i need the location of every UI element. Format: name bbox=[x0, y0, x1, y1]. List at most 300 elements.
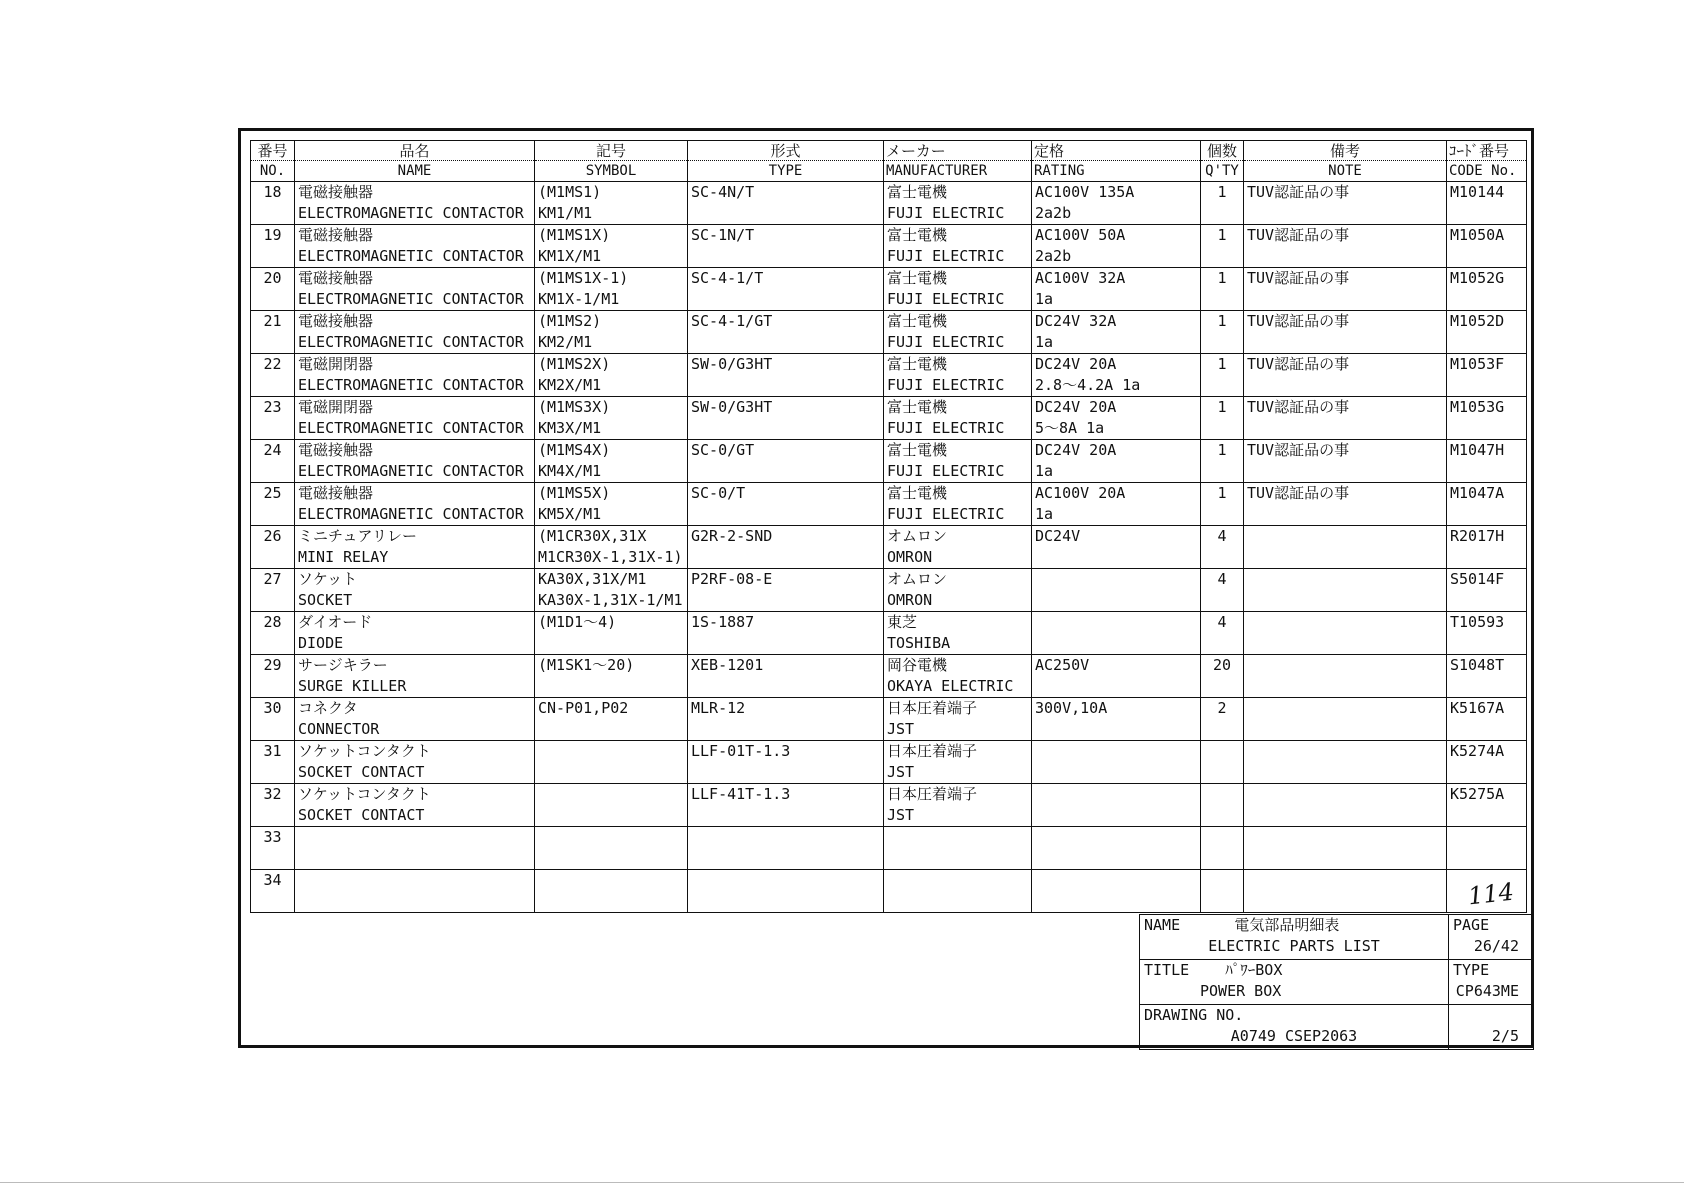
table-row bbox=[251, 526, 1527, 569]
part-note-text bbox=[1247, 698, 1443, 719]
title-label: TITLE bbox=[1144, 961, 1190, 979]
part-symbol-text: KM5X/M1 bbox=[538, 505, 602, 523]
part-manufacturer-text bbox=[887, 891, 1028, 912]
part-manufacturer-text: 富士電機 bbox=[887, 398, 948, 416]
part-name bbox=[295, 311, 535, 354]
part-manufacturer bbox=[884, 526, 1032, 569]
part-symbol-text: KM1/M1 bbox=[538, 204, 593, 222]
part-rating bbox=[1032, 225, 1201, 268]
title-jp: ﾊﾟﾜｰBOX bbox=[1225, 961, 1283, 979]
part-manufacturer bbox=[884, 440, 1032, 483]
part-manufacturer-text: JST bbox=[887, 720, 915, 738]
part-symbol-text bbox=[538, 633, 684, 654]
table-row bbox=[251, 612, 1527, 655]
row-number bbox=[251, 354, 295, 397]
title-en: POWER BOX bbox=[1200, 982, 1282, 1000]
part-name-text: ELECTROMAGNETIC CONTACTOR bbox=[298, 204, 524, 222]
part-type-text: LLF-01T-1.3 bbox=[691, 742, 791, 760]
part-symbol bbox=[535, 397, 688, 440]
part-manufacturer-text: 富士電機 bbox=[887, 226, 948, 244]
header-qty: 個数 Q'TY bbox=[1201, 141, 1244, 182]
part-name-text: 電磁開閉器 bbox=[298, 355, 374, 373]
part-name-text: サージキラー bbox=[298, 656, 388, 674]
row-number bbox=[251, 182, 295, 225]
part-qty bbox=[1201, 827, 1244, 870]
part-code-text: M1052G bbox=[1450, 269, 1505, 287]
part-manufacturer-text: JST bbox=[887, 763, 915, 781]
part-type bbox=[688, 827, 884, 870]
part-name-text: 電磁接触器 bbox=[298, 269, 374, 287]
part-name bbox=[295, 569, 535, 612]
part-note bbox=[1244, 483, 1447, 526]
table-row bbox=[251, 397, 1527, 440]
part-manufacturer bbox=[884, 225, 1032, 268]
part-code bbox=[1447, 311, 1527, 354]
part-name bbox=[295, 182, 535, 225]
part-symbol bbox=[535, 784, 688, 827]
part-manufacturer-text: 富士電機 bbox=[887, 269, 948, 287]
part-rating-text: AC250V bbox=[1035, 656, 1090, 674]
row-number bbox=[251, 612, 295, 655]
part-manufacturer-text bbox=[887, 870, 1028, 891]
part-symbol-text: KA30X-1,31X-1/M1 bbox=[538, 591, 683, 609]
part-name-text: 電磁接触器 bbox=[298, 312, 374, 330]
part-rating-text bbox=[1035, 848, 1197, 869]
row-number bbox=[251, 655, 295, 698]
part-type bbox=[688, 440, 884, 483]
part-name bbox=[295, 698, 535, 741]
part-manufacturer-text: FUJI ELECTRIC bbox=[887, 505, 1005, 523]
part-note bbox=[1244, 827, 1447, 870]
part-symbol-text: (M1D1～4) bbox=[538, 613, 617, 631]
part-manufacturer bbox=[884, 354, 1032, 397]
part-code-text: S1048T bbox=[1450, 656, 1505, 674]
row-number-text: 18 bbox=[263, 183, 282, 201]
part-rating bbox=[1032, 182, 1201, 225]
part-symbol-text: (M1MS1) bbox=[538, 183, 602, 201]
part-manufacturer-text: FUJI ELECTRIC bbox=[887, 376, 1005, 394]
part-note-text: TUV認証品の事 bbox=[1247, 355, 1350, 373]
part-rating-text bbox=[1035, 569, 1197, 590]
part-symbol bbox=[535, 354, 688, 397]
part-rating-text bbox=[1035, 612, 1197, 633]
part-type-text bbox=[691, 870, 880, 891]
part-rating-text: 300V,10A bbox=[1035, 699, 1108, 717]
part-name-text: ソケット bbox=[298, 570, 358, 588]
part-type-text: SC-0/T bbox=[691, 484, 746, 502]
part-name-text: 電磁開閉器 bbox=[298, 398, 374, 416]
part-type bbox=[688, 225, 884, 268]
row-number bbox=[251, 784, 295, 827]
part-name-text: 電磁接触器 bbox=[298, 441, 374, 459]
part-name-text: ソケットコンタクト bbox=[298, 742, 431, 760]
part-name-text bbox=[298, 870, 531, 891]
part-note-text: TUV認証品の事 bbox=[1247, 312, 1350, 330]
row-number bbox=[251, 311, 295, 354]
part-code-text: K5275A bbox=[1450, 785, 1505, 803]
drawing-value: A0749 CSEP2063 bbox=[1230, 1027, 1358, 1045]
part-rating-text bbox=[1035, 741, 1197, 762]
part-note-text bbox=[1247, 526, 1443, 547]
part-rating-text: 1a bbox=[1035, 505, 1054, 523]
part-type bbox=[688, 354, 884, 397]
part-symbol-text bbox=[538, 676, 684, 697]
part-name-text: MINI RELAY bbox=[298, 548, 389, 566]
part-note-text: TUV認証品の事 bbox=[1247, 484, 1350, 502]
part-rating-text: DC24V 20A bbox=[1035, 355, 1117, 373]
part-symbol bbox=[535, 268, 688, 311]
part-name-text bbox=[298, 827, 531, 848]
part-manufacturer-text: 富士電機 bbox=[887, 441, 948, 459]
part-symbol-text: KM1X/M1 bbox=[538, 247, 602, 265]
part-qty bbox=[1201, 655, 1244, 698]
part-rating-text bbox=[1035, 590, 1197, 611]
part-symbol-text: (M1CR30X,31X bbox=[538, 527, 647, 545]
part-code bbox=[1447, 440, 1527, 483]
part-manufacturer bbox=[884, 311, 1032, 354]
type-label: TYPE bbox=[1453, 961, 1490, 979]
part-manufacturer bbox=[884, 784, 1032, 827]
part-rating-text: AC100V 20A bbox=[1035, 484, 1126, 502]
part-symbol-text: KM2/M1 bbox=[538, 333, 593, 351]
part-code-text: M1052D bbox=[1450, 312, 1505, 330]
part-type-text: MLR-12 bbox=[691, 699, 746, 717]
part-rating-text bbox=[1035, 784, 1197, 805]
table-row bbox=[251, 268, 1527, 311]
part-name bbox=[295, 354, 535, 397]
part-qty-text: 4 bbox=[1217, 527, 1227, 545]
row-number bbox=[251, 483, 295, 526]
title-block-sheet bbox=[1449, 1005, 1534, 1050]
part-rating bbox=[1032, 526, 1201, 569]
row-number-text: 20 bbox=[263, 269, 282, 287]
part-symbol-text: KM4X/M1 bbox=[538, 462, 602, 480]
part-manufacturer bbox=[884, 397, 1032, 440]
part-code bbox=[1447, 827, 1527, 870]
part-code bbox=[1447, 225, 1527, 268]
part-manufacturer bbox=[884, 870, 1032, 913]
part-type bbox=[688, 698, 884, 741]
type-value: CP643ME bbox=[1455, 982, 1519, 1000]
part-code-text: M10144 bbox=[1450, 183, 1505, 201]
part-symbol-text: CN-P01,P02 bbox=[538, 699, 629, 717]
part-manufacturer-text: 日本圧着端子 bbox=[887, 742, 978, 760]
part-code bbox=[1447, 268, 1527, 311]
table-row bbox=[251, 784, 1527, 827]
part-manufacturer-text: OKAYA ELECTRIC bbox=[887, 677, 1014, 695]
table-row bbox=[251, 354, 1527, 397]
row-number-text: 28 bbox=[263, 613, 282, 631]
part-note-text: TUV認証品の事 bbox=[1247, 441, 1350, 459]
part-note bbox=[1244, 612, 1447, 655]
row-number-text: 21 bbox=[263, 312, 282, 330]
header-symbol: 記号 SYMBOL bbox=[535, 141, 688, 182]
part-manufacturer-text: 日本圧着端子 bbox=[887, 785, 978, 803]
part-symbol bbox=[535, 440, 688, 483]
part-type bbox=[688, 268, 884, 311]
part-note bbox=[1244, 311, 1447, 354]
part-rating bbox=[1032, 612, 1201, 655]
table-row bbox=[251, 827, 1527, 870]
part-rating-text: AC100V 50A bbox=[1035, 226, 1126, 244]
part-code bbox=[1447, 526, 1527, 569]
row-number-text: 23 bbox=[263, 398, 282, 416]
part-note bbox=[1244, 784, 1447, 827]
part-name-text bbox=[298, 891, 531, 912]
part-rating-text bbox=[1035, 633, 1197, 654]
row-number-text: 25 bbox=[263, 484, 282, 502]
part-rating-text: 2.8～4.2A 1a bbox=[1035, 376, 1141, 394]
part-type bbox=[688, 182, 884, 225]
part-code-text: K5167A bbox=[1450, 699, 1505, 717]
table-row bbox=[251, 569, 1527, 612]
part-manufacturer-text: OMRON bbox=[887, 591, 933, 609]
name-en: ELECTRIC PARTS LIST bbox=[1208, 937, 1380, 955]
row-number bbox=[251, 526, 295, 569]
part-name bbox=[295, 612, 535, 655]
part-note bbox=[1244, 354, 1447, 397]
part-qty-text bbox=[1204, 741, 1240, 762]
part-qty-text: 4 bbox=[1217, 613, 1227, 631]
part-qty-text: 1 bbox=[1217, 441, 1227, 459]
part-manufacturer-text: 岡谷電機 bbox=[887, 656, 948, 674]
part-rating-text: 1a bbox=[1035, 290, 1054, 308]
part-symbol-text bbox=[538, 827, 684, 848]
part-symbol-text bbox=[538, 848, 684, 869]
part-note-text bbox=[1247, 569, 1443, 590]
part-name-text: ダイオード bbox=[298, 613, 373, 631]
part-type bbox=[688, 741, 884, 784]
part-name bbox=[295, 483, 535, 526]
part-qty bbox=[1201, 182, 1244, 225]
drawing-label: DRAWING NO. bbox=[1144, 1006, 1244, 1024]
part-symbol-text: (M1MS1X-1) bbox=[538, 269, 629, 287]
part-manufacturer bbox=[884, 741, 1032, 784]
table-row bbox=[251, 182, 1527, 225]
part-name-text: CONNECTOR bbox=[298, 720, 380, 738]
part-note bbox=[1244, 225, 1447, 268]
part-note-text bbox=[1247, 784, 1443, 805]
row-number bbox=[251, 741, 295, 784]
part-type-text: SW-0/G3HT bbox=[691, 398, 773, 416]
part-rating-text bbox=[1035, 719, 1197, 740]
header-note: 備考 NOTE bbox=[1244, 141, 1447, 182]
page-value: 26/42 bbox=[1473, 937, 1519, 955]
part-manufacturer-text: JST bbox=[887, 806, 915, 824]
part-manufacturer bbox=[884, 827, 1032, 870]
name-jp: 電気部品明細表 bbox=[1234, 916, 1340, 934]
part-code-text: M1053G bbox=[1450, 398, 1505, 416]
part-name-text: SURGE KILLER bbox=[298, 677, 407, 695]
part-code-text bbox=[1450, 827, 1523, 848]
part-qty bbox=[1201, 870, 1244, 913]
part-symbol bbox=[535, 741, 688, 784]
name-label: NAME bbox=[1144, 916, 1181, 934]
part-manufacturer-text: オムロン bbox=[887, 570, 948, 588]
part-rating bbox=[1032, 655, 1201, 698]
part-manufacturer-text: 東芝 bbox=[887, 613, 918, 631]
part-type-text: XEB-1201 bbox=[691, 656, 764, 674]
part-name-text: ELECTROMAGNETIC CONTACTOR bbox=[298, 247, 524, 265]
header-manufacturer: メーカー MANUFACTURER bbox=[884, 141, 1032, 182]
part-qty bbox=[1201, 268, 1244, 311]
part-symbol-text bbox=[538, 805, 684, 826]
part-manufacturer-text: オムロン bbox=[887, 527, 948, 545]
part-note-text bbox=[1247, 655, 1443, 676]
part-symbol-text bbox=[538, 719, 684, 740]
part-symbol-text bbox=[538, 891, 684, 912]
part-symbol bbox=[535, 870, 688, 913]
part-name bbox=[295, 655, 535, 698]
part-rating bbox=[1032, 698, 1201, 741]
part-rating bbox=[1032, 741, 1201, 784]
row-number-text: 33 bbox=[263, 828, 282, 846]
part-name-text: 電磁接触器 bbox=[298, 226, 374, 244]
part-manufacturer-text: OMRON bbox=[887, 548, 933, 566]
part-rating-text bbox=[1035, 870, 1197, 891]
part-code-text: T10593 bbox=[1450, 613, 1505, 631]
part-name bbox=[295, 741, 535, 784]
part-type-text: 1S-1887 bbox=[691, 613, 755, 631]
part-note bbox=[1244, 397, 1447, 440]
row-number bbox=[251, 440, 295, 483]
part-qty-text: 2 bbox=[1217, 699, 1227, 717]
part-symbol-text: (M1MS2) bbox=[538, 312, 602, 330]
part-rating bbox=[1032, 784, 1201, 827]
part-rating bbox=[1032, 268, 1201, 311]
part-type bbox=[688, 569, 884, 612]
row-number-text: 24 bbox=[263, 441, 282, 459]
part-manufacturer-text bbox=[887, 827, 1028, 848]
part-manufacturer-text: FUJI ELECTRIC bbox=[887, 204, 1005, 222]
part-symbol bbox=[535, 698, 688, 741]
part-note-text bbox=[1247, 827, 1443, 848]
part-qty-text: 1 bbox=[1217, 269, 1227, 287]
part-code-text: S5014F bbox=[1450, 570, 1505, 588]
part-symbol-text bbox=[538, 741, 684, 762]
part-code bbox=[1447, 698, 1527, 741]
part-symbol-text: (M1MS3X) bbox=[538, 398, 611, 416]
part-rating-text bbox=[1035, 827, 1197, 848]
part-type-text: LLF-41T-1.3 bbox=[691, 785, 791, 803]
part-type bbox=[688, 311, 884, 354]
row-number bbox=[251, 569, 295, 612]
title-block-name bbox=[1140, 915, 1449, 960]
part-code bbox=[1447, 612, 1527, 655]
part-symbol bbox=[535, 483, 688, 526]
part-type bbox=[688, 483, 884, 526]
part-name-text: ELECTROMAGNETIC CONTACTOR bbox=[298, 333, 524, 351]
part-qty-text bbox=[1204, 870, 1240, 891]
table-row bbox=[251, 870, 1527, 913]
part-rating-text: 1a bbox=[1035, 462, 1054, 480]
part-symbol-text: (M1MS2X) bbox=[538, 355, 611, 373]
part-symbol bbox=[535, 526, 688, 569]
part-note bbox=[1244, 870, 1447, 913]
header-code: ｺｰﾄﾞ番号 CODE No. bbox=[1447, 141, 1527, 182]
part-symbol-text: M1CR30X-1,31X-1) bbox=[538, 548, 683, 566]
part-manufacturer bbox=[884, 483, 1032, 526]
part-code bbox=[1447, 741, 1527, 784]
part-rating-text: AC100V 32A bbox=[1035, 269, 1126, 287]
part-note bbox=[1244, 182, 1447, 225]
part-name-text: DIODE bbox=[298, 634, 344, 652]
part-qty bbox=[1201, 784, 1244, 827]
part-manufacturer bbox=[884, 569, 1032, 612]
part-manufacturer bbox=[884, 268, 1032, 311]
part-rating-text bbox=[1035, 547, 1197, 568]
part-symbol-text: KM3X/M1 bbox=[538, 419, 602, 437]
part-name bbox=[295, 225, 535, 268]
row-number-text: 31 bbox=[263, 742, 282, 760]
header-rating: 定格 RATING bbox=[1032, 141, 1201, 182]
part-symbol-text: (M1MS5X) bbox=[538, 484, 611, 502]
part-manufacturer-text: 富士電機 bbox=[887, 484, 948, 502]
title-block-title bbox=[1140, 960, 1449, 1005]
part-name-text: SOCKET CONTACT bbox=[298, 763, 425, 781]
part-qty bbox=[1201, 612, 1244, 655]
part-qty bbox=[1201, 741, 1244, 784]
title-block-type bbox=[1449, 960, 1534, 1005]
part-note bbox=[1244, 655, 1447, 698]
row-number-text: 34 bbox=[263, 871, 282, 889]
part-name bbox=[295, 784, 535, 827]
part-type-text: SW-0/G3HT bbox=[691, 355, 773, 373]
part-type bbox=[688, 526, 884, 569]
table-row bbox=[251, 741, 1527, 784]
table-row bbox=[251, 440, 1527, 483]
part-manufacturer-text: FUJI ELECTRIC bbox=[887, 462, 1005, 480]
part-qty bbox=[1201, 397, 1244, 440]
part-note-text bbox=[1247, 612, 1443, 633]
part-qty bbox=[1201, 225, 1244, 268]
part-type-text: SC-4N/T bbox=[691, 183, 755, 201]
part-manufacturer-text: FUJI ELECTRIC bbox=[887, 419, 1005, 437]
part-name-text: 電磁接触器 bbox=[298, 484, 374, 502]
part-type bbox=[688, 655, 884, 698]
part-manufacturer-text: 富士電機 bbox=[887, 183, 948, 201]
part-note-text: TUV認証品の事 bbox=[1247, 183, 1350, 201]
part-manufacturer-text: FUJI ELECTRIC bbox=[887, 290, 1005, 308]
part-code-text: M1047H bbox=[1450, 441, 1505, 459]
part-rating-text: DC24V 20A bbox=[1035, 398, 1117, 416]
part-name bbox=[295, 397, 535, 440]
part-note bbox=[1244, 698, 1447, 741]
row-number-text: 27 bbox=[263, 570, 282, 588]
row-number-text: 30 bbox=[263, 699, 282, 717]
part-rating-text: AC100V 135A bbox=[1035, 183, 1135, 201]
scan-edge-line bbox=[0, 1182, 1684, 1183]
table-row bbox=[251, 698, 1527, 741]
part-symbol-text bbox=[538, 784, 684, 805]
part-qty-text: 1 bbox=[1217, 355, 1227, 373]
part-symbol bbox=[535, 569, 688, 612]
part-symbol bbox=[535, 827, 688, 870]
sheet-value: 2/5 bbox=[1491, 1027, 1519, 1045]
part-manufacturer-text: FUJI ELECTRIC bbox=[887, 333, 1005, 351]
part-symbol-text: (M1SK1～20) bbox=[538, 656, 635, 674]
part-code-text: R2017H bbox=[1450, 527, 1505, 545]
row-number-text: 29 bbox=[263, 656, 282, 674]
handwritten-note: 114 bbox=[1466, 877, 1516, 911]
table-row bbox=[251, 655, 1527, 698]
part-name-text: ELECTROMAGNETIC CONTACTOR bbox=[298, 419, 524, 437]
part-rating bbox=[1032, 827, 1201, 870]
part-qty-text: 1 bbox=[1217, 183, 1227, 201]
part-rating-text: DC24V 32A bbox=[1035, 312, 1117, 330]
part-name-text: ミニチュアリレー bbox=[298, 527, 417, 545]
table-row bbox=[251, 311, 1527, 354]
